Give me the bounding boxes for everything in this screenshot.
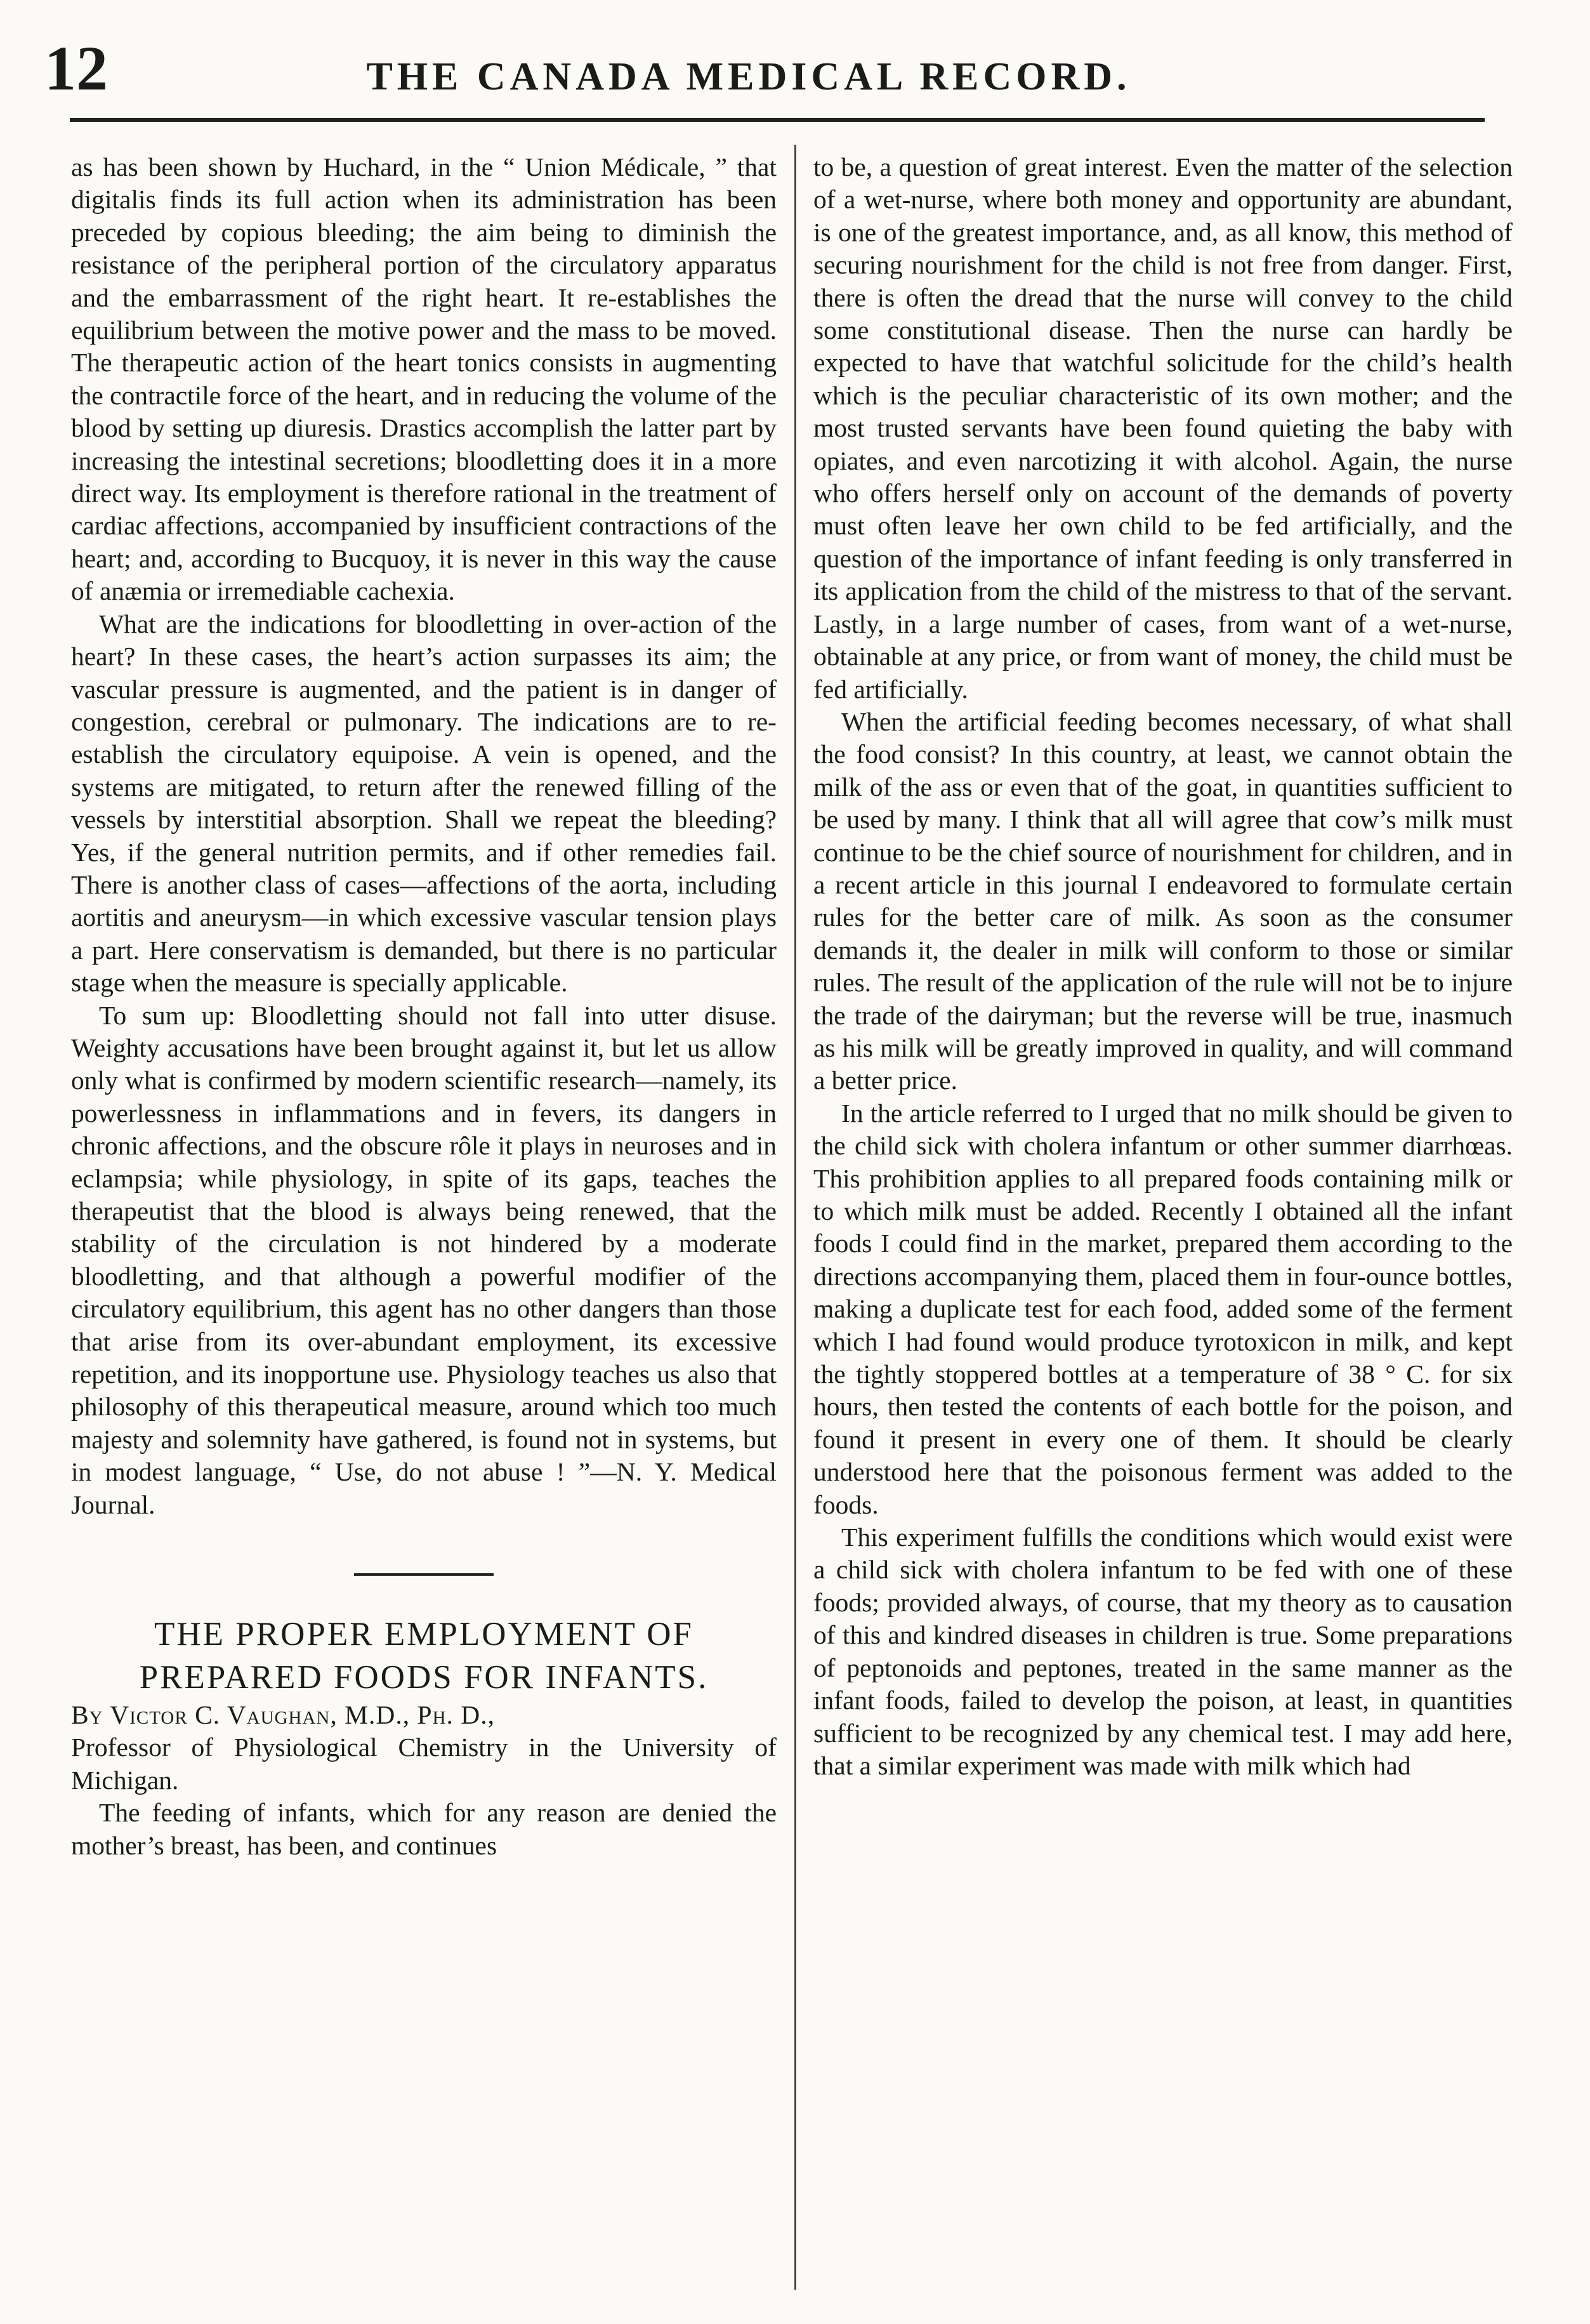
article-separator [354,1573,494,1576]
right-column [813,151,1513,2283]
left-column [71,151,777,2283]
paragraph-wet-nurse: to be, a question of great interest. Even the matter of the selection of a wet-nurse, where both money and opportunity are abundant, is one of the greatest importance, and, as all know, this method of securing nourishment for the child is not free from danger. First, there is often the dread that the nurse will convey to the child some constitutional disease. Then the nurse can hardly be expected to have that watchful solicitude for the child’s health which is the peculiar characteristic of its own mother; and the most trusted servants have been found quieting the baby with opiates, and even narcotizing it with alcohol. Again, the nurse who offers herself only on account of the demands of poverty must often leave her own child to be fed artificially, and the question of the importance of infant feeding is only transferred in its application from the child of the mistress to that of the servant. Lastly, in a large number of cases, from want of a wet-nurse, obtainable at any price, or from want of money, the child must be fed artificially. [813,152,1513,704]
paragraph-digitalis: as has been shown by Huchard, in the “ Union Médicale, ” that digitalis finds its full action when its administration has been preceded by copious bleeding; the aim being to diminish the resistance of the peripheral portion of the circulatory apparatus and the embarrassment of the right heart. It re-establishes the equilibrium between the motive power and the mass to be moved. The therapeutic action of the heart tonics consists in augmenting the contractile force of the heart, and in reducing the volume of the blood by setting up diuresis. Drastics accomplish the latter part by increasing the intestinal secretions; bloodletting does it in a more direct way. Its employment is therefore rational in the treatment of cardiac affections, accompanied by insufficient contractions of the heart; and, according to Bucquoy, it is never in this way the cause of anæmia or irremediable cachexia. [71,152,777,606]
running-title: THE CANADA MEDICAL RECORD. [366,55,1131,98]
article-affiliation: Professor of Physiological Chemistry in the University of Michigan. [71,1733,777,1795]
paragraph-experiment: This experiment fulfills the conditions which would exist were a child sick with cholera infantum to be fed with one of these foods; provided always, of course, that my theory as to causation of this and kindred diseases in children is true. Some preparations of peptonoids and peptones, treated in the same manner as the infant foods, failed to develop the poison, at least, in quantities sufficient to be recognized by any chemical test. I may add here, that a similar experiment was made with milk which had [813,1522,1513,1780]
paragraph-summary: To sum up: Bloodletting should not fall into utter disuse. Weighty accusations have been brought against it, but let us allow only what is confirmed by modern scientific research—namely, its powerlessness in inflammations and in fevers, its dangers in chronic affections, and the obscure rôle it plays in neuroses and in eclampsia; while physiology, in spite of its gaps, teaches the therapeutist that the blood is always being renewed, that the stability of the circulation is not hindered by a moderate bloodletting, and that although a powerful modifier of the circulatory equilibrium, this agent has no other dangers than those that arise from its over-abundant employment, its excessive repetition, and its inopportune use. Physiology teaches us also that philosophy of this therapeutical measure, around which too much majesty and solemnity have gathered, is found not in systems, but in modest language, “ Use, do not abuse ! ”—N. Y. Medical Journal. [71,1000,777,1519]
page-number: 12 [44,33,108,103]
column-divider [794,145,796,2290]
paragraph-artificial-feeding: When the artificial feeding becomes necessary, of what shall the food consist? In this country, at least, we cannot obtain the milk of the ass or even that of the goat, in quantities sufficient to be used by many. I think that all will agree that cow’s milk must continue to be the chief source of nourishment for children, and in a recent article in this journal I endeavored to formulate certain rules for the better care of milk. As soon as the consumer demands it, the dealer in milk will conform to those or similar rules. The result of the application of the rule will not be to injure the trade of the dairyman; but the reverse will be true, inasmuch as his milk will be greatly improved in quality, and will command a better price. [813,706,1513,1095]
page-header [44,18,1453,119]
paragraph-overaction: What are the indications for bloodletting in over-action of the heart? In these cases, the heart’s action surpasses its aim; the vascular pressure is augmented, and the patient is in danger of congestion, cerebral or pulmonary. The indications are to re-establish the circulatory equipoise. A vein is opened, and the systems are mitigated, to return after the renewed filling of the vessels by interstitial absorption. Shall we repeat the bleeding? Yes, if the general nutrition permits, and if other remedies fail. There is another class of cases—affections of the aorta, including aortitis and aneurysm—in which excessive vascular tension plays a part. Here conservatism is demanded, but there is no particular stage when the measure is specially applicable. [71,609,777,998]
article-opening: The feeding of infants, which for any reason are denied the mother’s breast, has been, and continues [71,1798,777,1860]
article-byline: By Victor C. Vaughan, M.D., Ph. D., [71,1700,495,1730]
article-title: THE PROPER EMPLOYMENT OF PREPARED FOODS FOR INFANTS. [139,1616,709,1696]
paragraph-cholera-infantum: In the article referred to I urged that no milk should be given to the child sick with cholera infantum or other summer diarrhœas. This prohibition applies to all prepared foods containing milk or to which milk must be added. Recently I obtained all the infant foods I could find in the market, prepared them according to the directions accompanying them, placed them in four-ounce bottles, making a duplicate test for each food, added some of the ferment which I had found would produce tyrotoxicon in milk, and kept the tightly stoppered bottles at a temperature of 38 ° C. for six hours, then tested the contents of each bottle for the poison, and found it present in every one of them. It should be clearly understood here that the poisonous ferment was added to the foods. [813,1098,1513,1519]
header-rule [70,118,1485,122]
